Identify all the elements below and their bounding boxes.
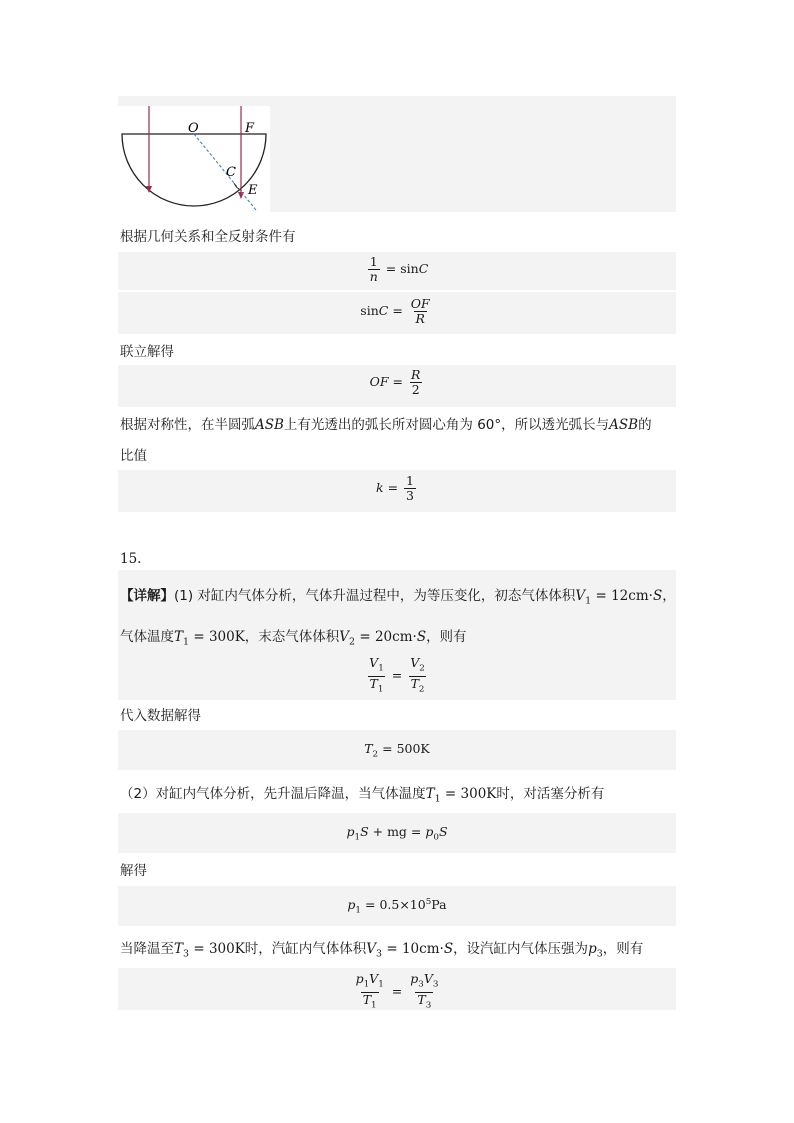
eq-1n-sinC: $\frac{1}{n}$ = sinC bbox=[369, 254, 429, 284]
line-geom: 根据几何关系和全反射条件有 bbox=[120, 229, 296, 245]
label-c: C bbox=[226, 165, 236, 180]
line-detail-2: 气体温度$T_1 = 300K$，末态气体体积$V_2 = 20cm\cdot S$，则有 bbox=[120, 629, 467, 648]
eq-OF-R2: OF = $\frac{R}{2}$ bbox=[369, 367, 421, 397]
line-substitute: 代入数据解得 bbox=[120, 708, 201, 724]
line-symmetry: 根据对称性，在半圆弧ASB上有光透出的弧长所对圆心角为 60°，所以透光弧长与ASB的 bbox=[120, 417, 652, 433]
line-detail-1: 【详解】(1) 对缸内气体分析，气体升温过程中，为等压变化，初态气体体积$V_1 = 12cm\cdot S$， bbox=[120, 588, 676, 607]
line-detail-4: 当降温至$T_3 = 300K$时，汽缸内气体体积$V_3 = 10cm\cdot S$，设汽缸内气体压强为$p_3$，则有 bbox=[120, 941, 644, 960]
semicircle-figure bbox=[118, 106, 270, 212]
eq-k: k = $\frac{1}{3}$ bbox=[376, 473, 414, 503]
eq-charles: $\frac{V_1}{T_1}$ = $\frac{V_2}{T_2}$ bbox=[369, 655, 425, 694]
line-solve-2: 解得 bbox=[120, 863, 147, 879]
eq-gas-law: $\frac{p_1V_1}{T_1}$ = $\frac{p_3V_3}{T_3}$ bbox=[355, 971, 439, 1010]
line-solve-1: 联立解得 bbox=[120, 344, 174, 360]
line-ratio: 比值 bbox=[120, 448, 147, 464]
eq-T2: $T_2 = 500K$ bbox=[364, 741, 430, 760]
eq-sinC-OF-R: sinC = $\frac{OF}{R}$ bbox=[360, 296, 430, 326]
label-o: O bbox=[188, 121, 199, 136]
question-number: 15. bbox=[120, 551, 142, 567]
eq-piston: $p_1S$ + mg = $p_0S$ bbox=[346, 824, 448, 843]
label-e: E bbox=[248, 183, 258, 198]
eq-p1: $p_1 = 0.5\times 10^5Pa$ bbox=[347, 897, 447, 916]
line-detail-3: （2）对缸内气体分析，先升温后降温，当气体温度$T_1 = 300K$时，对活塞分析有 bbox=[120, 786, 605, 805]
label-f: F bbox=[245, 121, 255, 136]
